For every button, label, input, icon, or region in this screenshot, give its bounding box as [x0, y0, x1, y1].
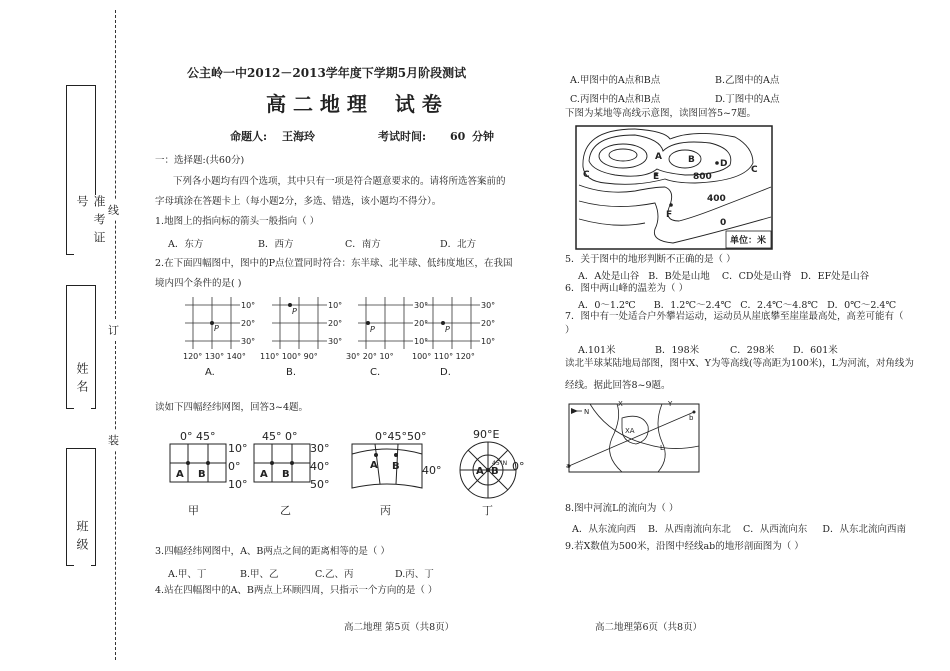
q4-stem: 4.站在四幅图中的A、B两点上环顾四周，只指示一个方向的是（ ）	[155, 585, 438, 596]
section-heading: 一：选择题:(共60分)	[155, 155, 245, 166]
q5-options[interactable]: A．A处是山谷 B．B处是山地 C．CD处是山脊 D．EF处是山谷	[578, 271, 870, 282]
q3-option-d[interactable]: D.丙、丁	[395, 569, 434, 580]
svg-text:A: A	[370, 460, 378, 471]
svg-text:10°: 10°	[241, 301, 256, 310]
exam-number-label: 准考证号	[74, 195, 108, 265]
svg-text:10°: 10°	[228, 478, 248, 491]
time-unit: 分钟	[472, 130, 494, 143]
svg-text:B: B	[282, 469, 290, 480]
q89-intro-2: 经线。据此回答8~9题。	[565, 380, 671, 391]
cut-mark-zhuang: 装	[108, 430, 119, 450]
school-title: 公主岭一中2012－2013学年度下学期5月阶段测试	[187, 66, 467, 80]
svg-text:120° 130° 140°: 120° 130° 140°	[183, 352, 246, 361]
svg-text:30°: 30°	[310, 442, 330, 455]
svg-text:A: A	[176, 469, 184, 480]
author-label: 命题人:	[230, 130, 268, 143]
svg-text:10°: 10°	[328, 301, 343, 310]
svg-text:X: X	[618, 400, 623, 408]
svg-text:F: F	[666, 210, 673, 220]
svg-text:30° 20° 10°: 30° 20° 10°	[346, 352, 394, 361]
q4-option-b[interactable]: B.乙图中的A点	[715, 75, 780, 86]
svg-text:30°: 30°	[414, 301, 429, 310]
svg-text:20°: 20°	[328, 319, 343, 328]
svg-text:400: 400	[707, 194, 726, 204]
q9-stem: 9.若X数值为500米，沿图中经线ab的地形剖面图为（ ）	[565, 541, 804, 552]
q1-option-d[interactable]: D．北方	[440, 239, 477, 250]
q1-option-a[interactable]: A．东方	[168, 239, 204, 250]
svg-text:40°: 40°	[422, 464, 442, 477]
svg-text:b: b	[689, 414, 694, 422]
q7-option-d[interactable]: D．601米	[793, 345, 838, 356]
jia-top-label: 0° 45°	[180, 430, 216, 443]
q89-intro-1: 读北半球某陆地局部图，图中X、Y为等高线(等高距为100米)，L为河流，对角线为	[565, 358, 914, 369]
cut-mark-line: 线	[108, 200, 119, 220]
q2-stem-2: 境内四个条件的是( )	[155, 278, 242, 289]
grid-c-p-label: P	[370, 325, 375, 334]
contour-map	[575, 125, 773, 250]
q6-options[interactable]: A．0～1.2℃ B．1.2℃～2.4℃ C．2.4℃～4.8℃ D．0℃～2.4℃	[578, 300, 897, 311]
grid-c-letter: C.	[370, 367, 381, 378]
q7-stem-1: 7．图中有一处适合户外攀岩运动，运动员从崖底攀至崖崖最高处，高差可能有（	[565, 311, 904, 322]
q3-option-b[interactable]: B.甲、乙	[240, 569, 279, 580]
svg-text:a: a	[566, 462, 571, 470]
exam-title: 高 二 地 理 试 卷	[266, 92, 442, 116]
svg-text:10°: 10°	[414, 337, 429, 346]
bing-name: 丙	[380, 504, 391, 517]
svg-text:45°N: 45°N	[492, 460, 508, 467]
q3-stem: 3.四幅经纬网图中，A、B两点之间的距离相等的是（ ）	[155, 546, 390, 557]
svg-text:40°: 40°	[310, 460, 330, 473]
svg-text:A: A	[476, 466, 484, 477]
svg-text:N: N	[584, 408, 590, 416]
svg-text:Y: Y	[668, 400, 673, 408]
svg-text:0°: 0°	[512, 460, 525, 473]
svg-text:10°: 10°	[228, 442, 248, 455]
grid-a-letter: A.	[205, 367, 215, 378]
svg-text:30°: 30°	[328, 337, 343, 346]
grid-d-p-label: P	[445, 325, 450, 334]
q4-option-c[interactable]: C.丙图中的A点和B点	[570, 94, 661, 105]
svg-text:C: C	[583, 170, 590, 180]
local-land-map	[562, 398, 707, 476]
q7-option-b[interactable]: B．198米	[655, 345, 700, 356]
svg-text:110° 100° 90°: 110° 100° 90°	[260, 352, 318, 361]
jia-name: 甲	[188, 504, 199, 517]
q4-option-d[interactable]: D.丁图中的A点	[715, 94, 780, 105]
class-label: 班级	[74, 520, 91, 570]
q2-stem-1: 2.在下面四幅图中，图中的P点位置同时符合：东半球、北半球、低纬度地区，在我国	[155, 258, 513, 269]
q5-stem: 5．关于图中的地形判断不正确的是（ ）	[565, 254, 736, 265]
svg-text:C: C	[751, 165, 758, 175]
contour-intro: 下图为某地等高线示意图，读图回答5~7题。	[565, 108, 757, 119]
svg-text:50°: 50°	[310, 478, 330, 491]
svg-text:B: B	[392, 461, 400, 472]
q7-option-a[interactable]: A.101米	[578, 345, 616, 356]
bing-top-label: 0°45°50°	[375, 430, 427, 443]
svg-text:A: A	[260, 469, 268, 480]
q4-option-a[interactable]: A.甲图中的A点和B点	[570, 75, 661, 86]
footer-left-page: 高二地理 第5页（共8页）	[344, 622, 455, 633]
name-label: 姓名	[74, 362, 91, 412]
q8-stem: 8.图中河流L的流向为（ ）	[565, 503, 679, 514]
grid-b-p-label: P	[292, 307, 297, 316]
q3-option-c[interactable]: C.乙、丙	[315, 569, 354, 580]
svg-text:B: B	[491, 466, 499, 477]
q2-grid-figures	[150, 295, 510, 380]
contour-unit-label: 单位：米	[730, 236, 767, 246]
svg-text:30°: 30°	[241, 337, 256, 346]
svg-text:B: B	[688, 155, 695, 165]
time-label: 考试时间:	[378, 130, 427, 143]
svg-text:B: B	[198, 469, 206, 480]
svg-text:E: E	[653, 172, 660, 182]
ding-top-label: 90°E	[473, 428, 500, 441]
svg-text:20°: 20°	[414, 319, 429, 328]
ding-name: 丁	[482, 504, 493, 517]
q1-option-b[interactable]: B．西方	[258, 239, 294, 250]
q8-options[interactable]: A．从东流向西 B．从西南流向东北 C．从西流向东 D．从东北流向西南	[572, 524, 906, 535]
svg-text:100° 110° 120°: 100° 110° 120°	[412, 352, 475, 361]
svg-text:30°: 30°	[481, 301, 496, 310]
svg-text:XA: XA	[625, 427, 635, 435]
yi-top-label: 45° 0°	[262, 430, 298, 443]
q3-option-a[interactable]: A.甲、丁	[168, 569, 207, 580]
yi-name: 乙	[280, 504, 291, 517]
q1-stem: 1.地图上的指向标的箭头一般指向（ ）	[155, 216, 320, 227]
time-value: 60	[450, 130, 466, 143]
footer-right-page: 高二地理第6页（共8页）	[595, 622, 703, 633]
grid-b-letter: B.	[286, 367, 297, 378]
author-name: 王海玲	[282, 130, 315, 143]
q1-option-c[interactable]: C．南方	[345, 239, 381, 250]
svg-text:A: A	[655, 152, 662, 162]
svg-text:20°: 20°	[241, 319, 256, 328]
svg-text:L: L	[660, 444, 664, 452]
svg-text:800: 800	[693, 172, 712, 182]
grid-d-letter: D.	[440, 367, 451, 378]
svg-text:0: 0	[720, 218, 727, 228]
svg-text:20°: 20°	[481, 319, 496, 328]
grid-a-p-label: P	[214, 324, 219, 333]
q34-graticule-figures	[160, 422, 535, 522]
svg-text:0°: 0°	[228, 460, 241, 473]
svg-text:D: D	[720, 159, 728, 169]
q7-stem-2: ）	[565, 325, 575, 336]
cut-mark-ding: 订	[108, 320, 119, 340]
q34-intro: 读如下四幅经纬网图，回答3~4题。	[155, 402, 309, 413]
section-intro-1: 下列各小题均有四个选项，其中只有一项是符合题意要求的。请将所选答案前的	[173, 176, 506, 187]
svg-text:10°: 10°	[481, 337, 496, 346]
q7-option-c[interactable]: C．298米	[730, 345, 775, 356]
section-intro-2: 字母填涂在答题卡上（每小题2分，多选、错选，该小题均不得分）。	[155, 196, 442, 207]
q6-stem: 6．图中两山峰的温差为（ ）	[565, 283, 689, 294]
